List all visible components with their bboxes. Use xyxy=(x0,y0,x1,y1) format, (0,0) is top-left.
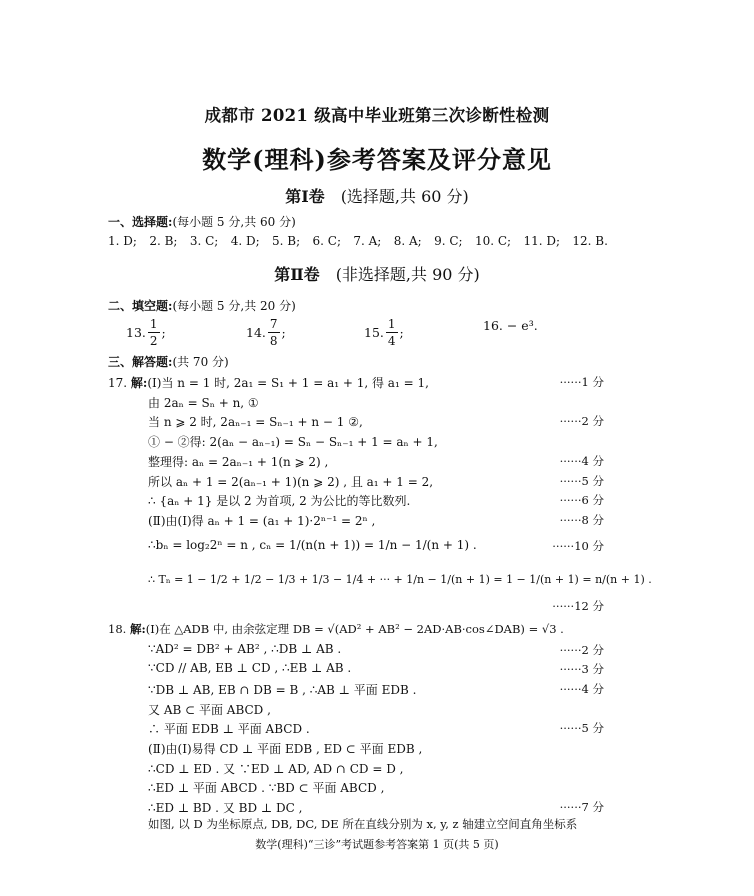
q17-line: ∴ {aₙ + 1} 是以 2 为首项, 2 为公比的等比数列. xyxy=(148,494,411,508)
score-mark: ······10 分 xyxy=(552,539,604,553)
choice-answer: 5. B; xyxy=(272,234,301,248)
choice-answer: 2. B; xyxy=(149,234,178,248)
score-mark: ······4 分 xyxy=(559,454,604,468)
q17-line: ∴bₙ = log₂2ⁿ = n , cₙ = 1/(n(n + 1)) = 1/n − 1/(n + 1) . xyxy=(148,538,477,552)
choice-answers-row xyxy=(108,234,608,248)
page-footer: 数学(理科)“三诊”考试题参考答案第 1 页(共 5 页) xyxy=(255,838,499,851)
section-1-note: (每小题 5 分,共 60 分) xyxy=(172,215,296,229)
q18-line: ∴ED ⊥ 平面 ABCD . ∵BD ⊂ 平面 ABCD , xyxy=(148,781,385,795)
q17-line: 当 n ⩾ 2 时, 2aₙ₋₁ = Sₙ₋₁ + n − 1 ②, xyxy=(148,415,363,429)
score-mark: ······6 分 xyxy=(559,493,604,507)
fraction: $\frac{7}{8}$ xyxy=(269,317,278,348)
score-mark: ······2 分 xyxy=(559,643,604,657)
volume-2-heading xyxy=(0,262,754,285)
score-mark: ······8 分 xyxy=(559,513,604,527)
choice-answer: 1. D; xyxy=(108,234,137,248)
q18-line-1: 18. 解:(Ⅰ)在 △ADB 中, 由余弦定理 DB = √(AD² + AB² − 2AD·AB·cos∠DAB) = √3 . xyxy=(108,622,564,636)
choice-answer: 3. C; xyxy=(189,234,219,248)
q18-line: 又 AB ⊂ 平面 ABCD , xyxy=(148,703,271,717)
score-mark: ······4 分 xyxy=(559,682,604,696)
q17-line: 所以 aₙ + 1 = 2(aₙ₋₁ + 1)(n ⩾ 2) , 且 a₁ + 1 = 2, xyxy=(148,475,434,489)
q18-line: (Ⅱ)由(Ⅰ)易得 CD ⊥ 平面 EDB , ED ⊂ 平面 EDB , xyxy=(148,742,423,756)
fill-answer-14: 14. $\frac{7}{8}$ ; xyxy=(246,317,286,348)
score-mark: ······5 分 xyxy=(559,721,604,735)
fill-answer-16: 16. − e³. xyxy=(483,318,538,333)
choice-answer: 10. C; xyxy=(474,234,512,248)
section-2-note: (每小题 5 分,共 20 分) xyxy=(172,299,296,313)
volume-1-heading xyxy=(0,184,754,207)
q17-line: 由 2aₙ = Sₙ + n, ① xyxy=(148,396,259,410)
q18-line: ∵DB ⊥ AB, EB ∩ DB = B , ∴AB ⊥ 平面 EDB . xyxy=(148,683,417,697)
score-mark: ······5 分 xyxy=(559,474,604,488)
q17-line: ∴ Tₙ = 1 − 1/2 + 1/2 − 1/3 + 1/3 − 1/4 + ··· + 1/n − 1/(n + 1) = 1 − 1/(n + 1) = n/(n + 1) . xyxy=(148,573,652,586)
fill-answer-15: 15. $\frac{1}{4}$ ; xyxy=(364,317,404,348)
volume-1-label: 第Ⅰ卷 xyxy=(285,187,325,206)
choice-answer: 6. C; xyxy=(312,234,341,248)
volume-2-label: 第Ⅱ卷 xyxy=(274,265,320,284)
score-mark: ······7 分 xyxy=(559,800,604,814)
section-1-label: 一、选择题: xyxy=(108,215,173,229)
section-3-label: 三、解答题: xyxy=(108,355,173,369)
section-3-note: (共 70 分) xyxy=(172,355,229,369)
fraction: $\frac{1}{2}$ xyxy=(149,317,158,348)
fraction: $\frac{1}{4}$ xyxy=(387,317,396,348)
choice-answer: 11. D; xyxy=(523,234,561,248)
section-2-label: 二、填空题: xyxy=(108,299,173,313)
q18-line: ∴ 平面 EDB ⊥ 平面 ABCD . xyxy=(148,722,310,736)
section-1-heading xyxy=(108,213,296,230)
volume-2-subtitle: (非选择题,共 90 分) xyxy=(335,265,480,284)
q17-line: (Ⅱ)由(Ⅰ)得 aₙ + 1 = (a₁ + 1)·2ⁿ⁻¹ = 2ⁿ , xyxy=(148,514,376,528)
q17-line-1: 17. 解:(Ⅰ)当 n = 1 时, 2a₁ = S₁ + 1 = a₁ + 1, 得 a₁ = 1, xyxy=(108,376,429,390)
document-title: 数学(理科)参考答案及评分意见 xyxy=(202,145,552,174)
score-mark: ······12 分 xyxy=(552,599,604,613)
fill-answer-13: 13. $\frac{1}{2}$ ; xyxy=(126,317,166,348)
q18-line: ∵AD² = DB² + AB² , ∴DB ⊥ AB . xyxy=(148,642,342,656)
q17-line: ① − ②得: 2(aₙ − aₙ₋₁) = Sₙ − Sₙ₋₁ + 1 = aₙ + 1, xyxy=(148,435,438,449)
section-3-heading xyxy=(108,353,229,370)
exam-title: 成都市 2021 级高中毕业班第三次诊断性检测 xyxy=(204,106,550,125)
choice-answer: 4. D; xyxy=(230,234,260,248)
q18-line: ∴ED ⊥ BD . 又 BD ⊥ DC , xyxy=(148,801,303,815)
q17-line: 整理得: aₙ = 2aₙ₋₁ + 1(n ⩾ 2) , xyxy=(148,455,329,469)
score-mark: ······3 分 xyxy=(559,662,604,676)
choice-answer: 12. B. xyxy=(572,234,608,248)
volume-1-subtitle: (选择题,共 60 分) xyxy=(340,187,469,206)
choice-answer: 8. A; xyxy=(393,234,422,248)
q18-line: ∴CD ⊥ ED . 又 ∵ED ⊥ AD, AD ∩ CD = D , xyxy=(148,762,404,776)
score-mark: ······1 分 xyxy=(559,375,604,389)
score-mark: ······2 分 xyxy=(559,414,604,428)
section-2-heading xyxy=(108,297,296,314)
q18-line: ∵CD // AB, EB ⊥ CD , ∴EB ⊥ AB . xyxy=(148,661,352,675)
q18-line: 如图, 以 D 为坐标原点, DB, DC, DE 所在直线分别为 x, y, z 轴建立空间直角坐标系 xyxy=(148,817,578,831)
choice-answer: 7. A; xyxy=(353,234,382,248)
choice-answer: 9. C; xyxy=(434,234,463,248)
